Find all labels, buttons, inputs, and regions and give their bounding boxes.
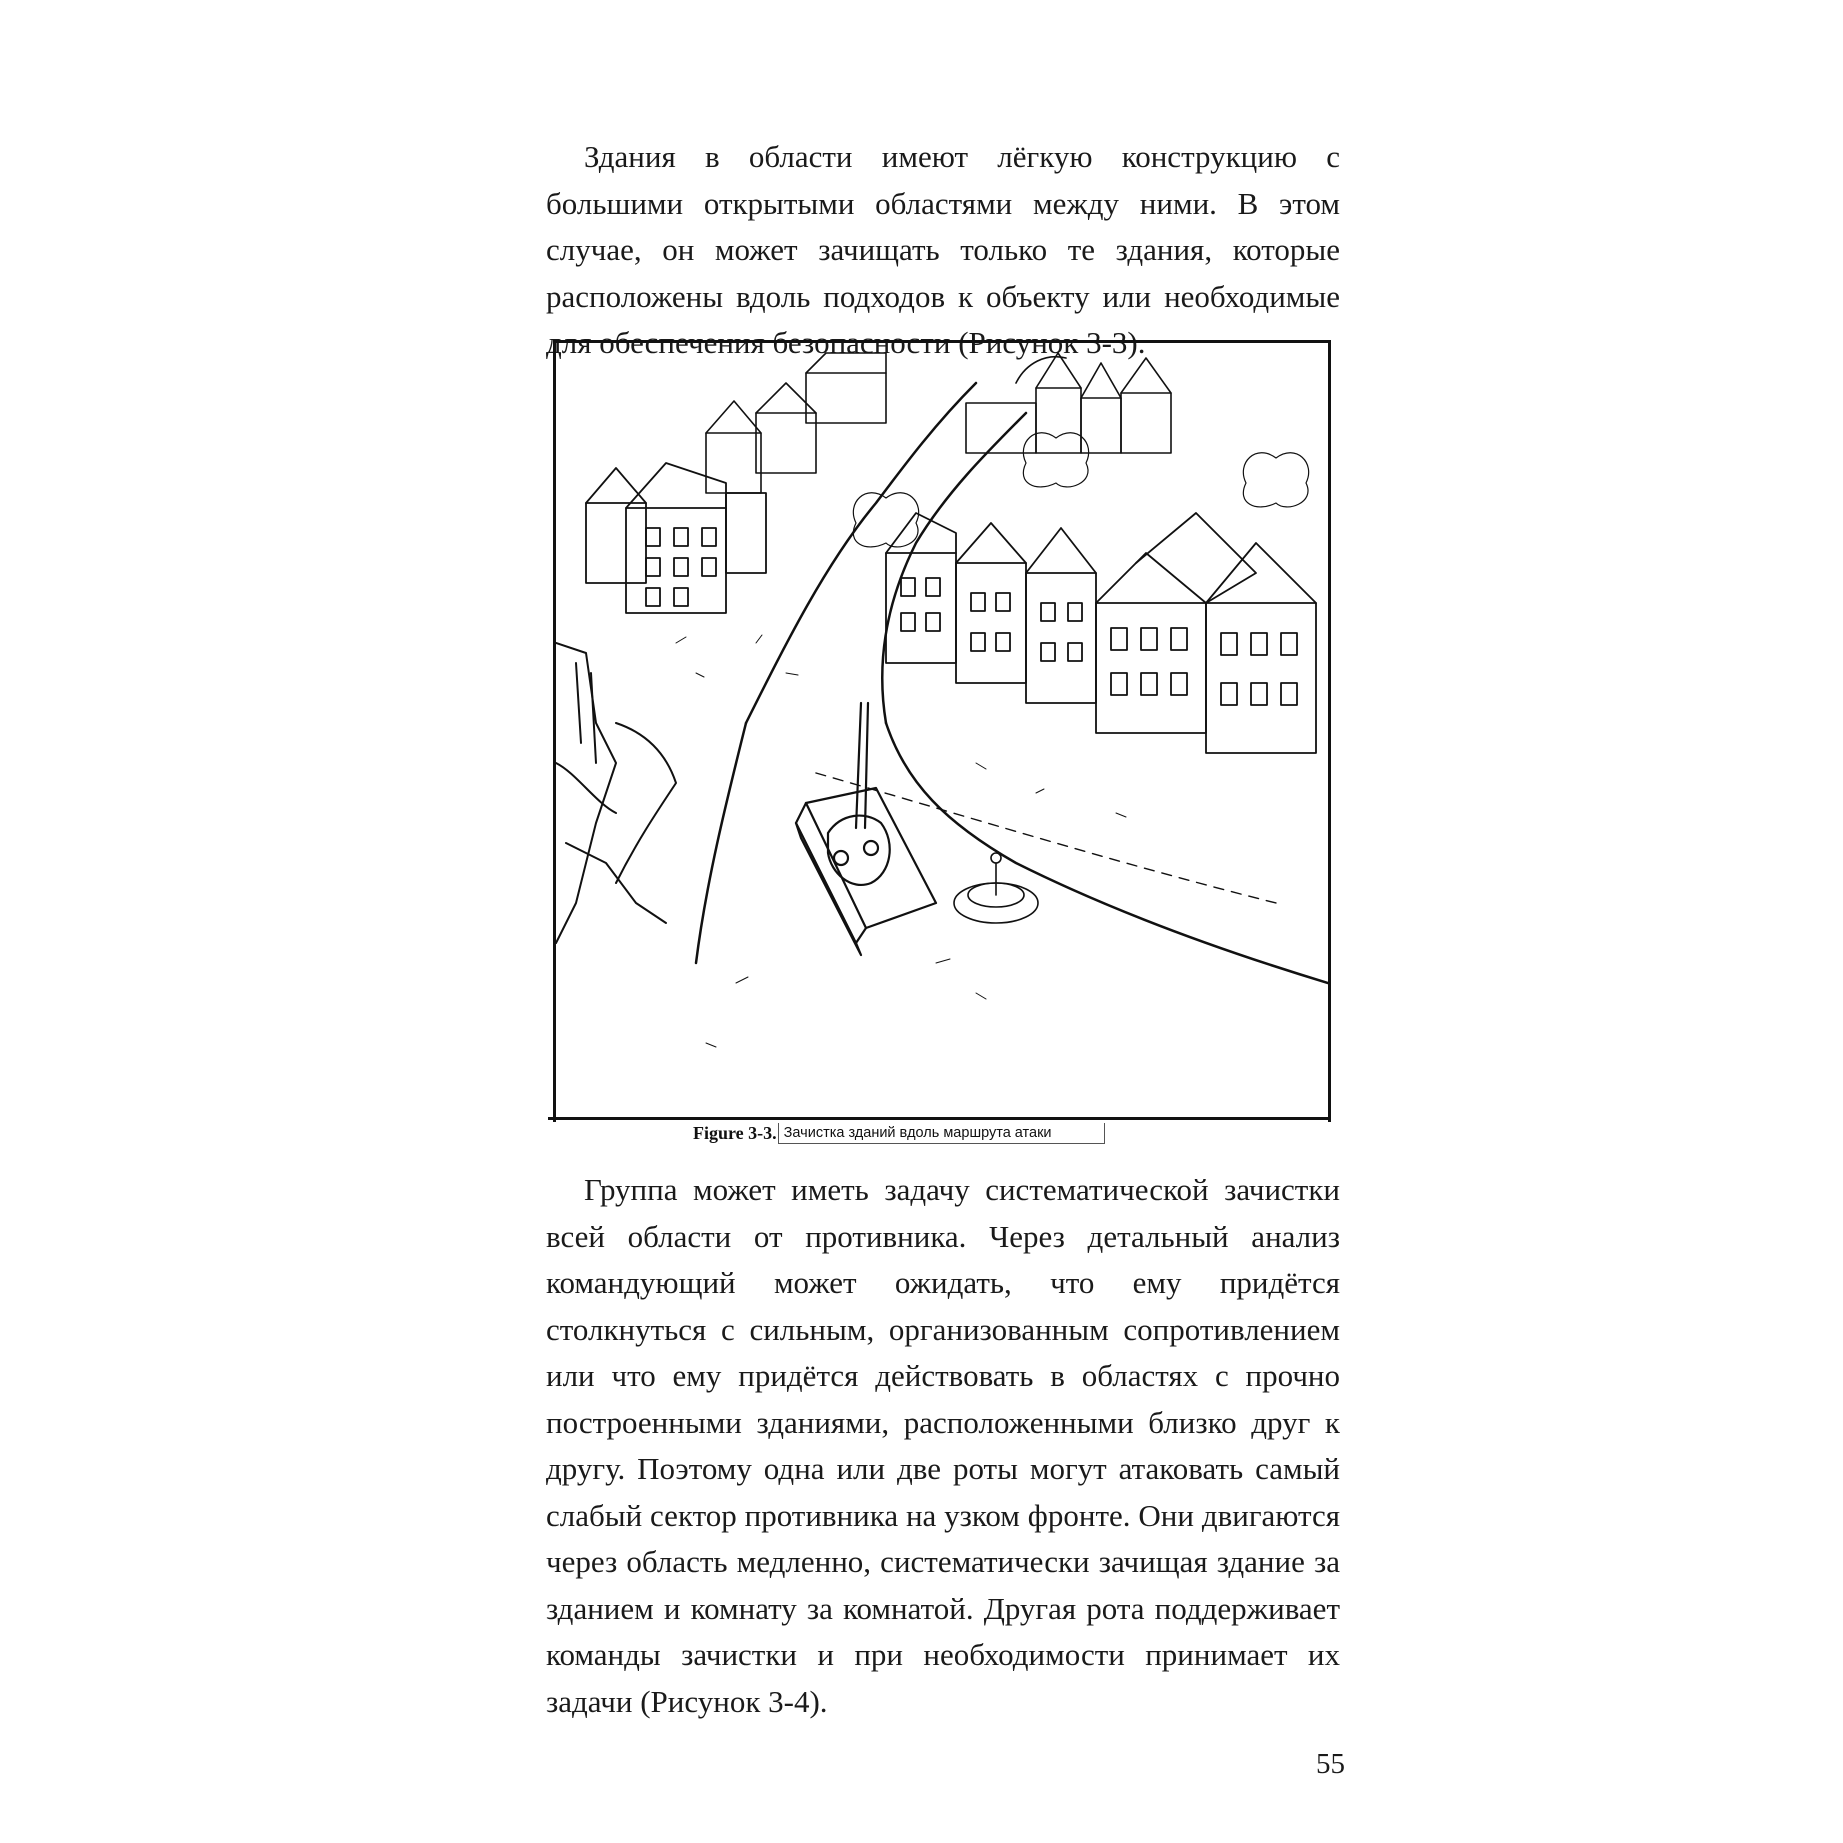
paragraph-text: Здания в области имеют лёгкую конструкцию с большими открытыми областями между ними. В этом случае, он может зачищать только те здания, которые расположены вдоль подходов к объекту или необходимые для обеспечения безопасности (Рисунок 3-3). (546, 139, 1340, 360)
figure-label: Figure 3-3. (693, 1123, 777, 1143)
paragraph-text: Группа может иметь задачу систематической зачистки всей области от противника. Через детальный анализ командующий может ожидать, что ему придётся столкнуться с сильным, организованным сопротивлением или что ему придётся действовать в областях с прочно построенными зданиями, расположенными близко друг к другу. Поэтому одна или две роты могут атаковать самый слабый сектор противника на узком фронте. Они двигаются через область медленно, систематически зачищая здание за зданием и комнату за комнатой. Другая рота поддерживает команды зачистки и при необходимости принимает их задачи (Рисунок 3-4). (546, 1172, 1340, 1719)
town-street-tank-illustration-icon (556, 343, 1328, 1117)
figure-caption (693, 1122, 1105, 1144)
figure-rule (548, 1117, 1328, 1120)
paragraph-main (546, 1167, 1340, 1725)
figure-caption-text: Зачистка зданий вдоль маршрута атаки (778, 1123, 1105, 1144)
page-number: 55 (1316, 1748, 1345, 1780)
paragraph-intro (546, 134, 1340, 367)
